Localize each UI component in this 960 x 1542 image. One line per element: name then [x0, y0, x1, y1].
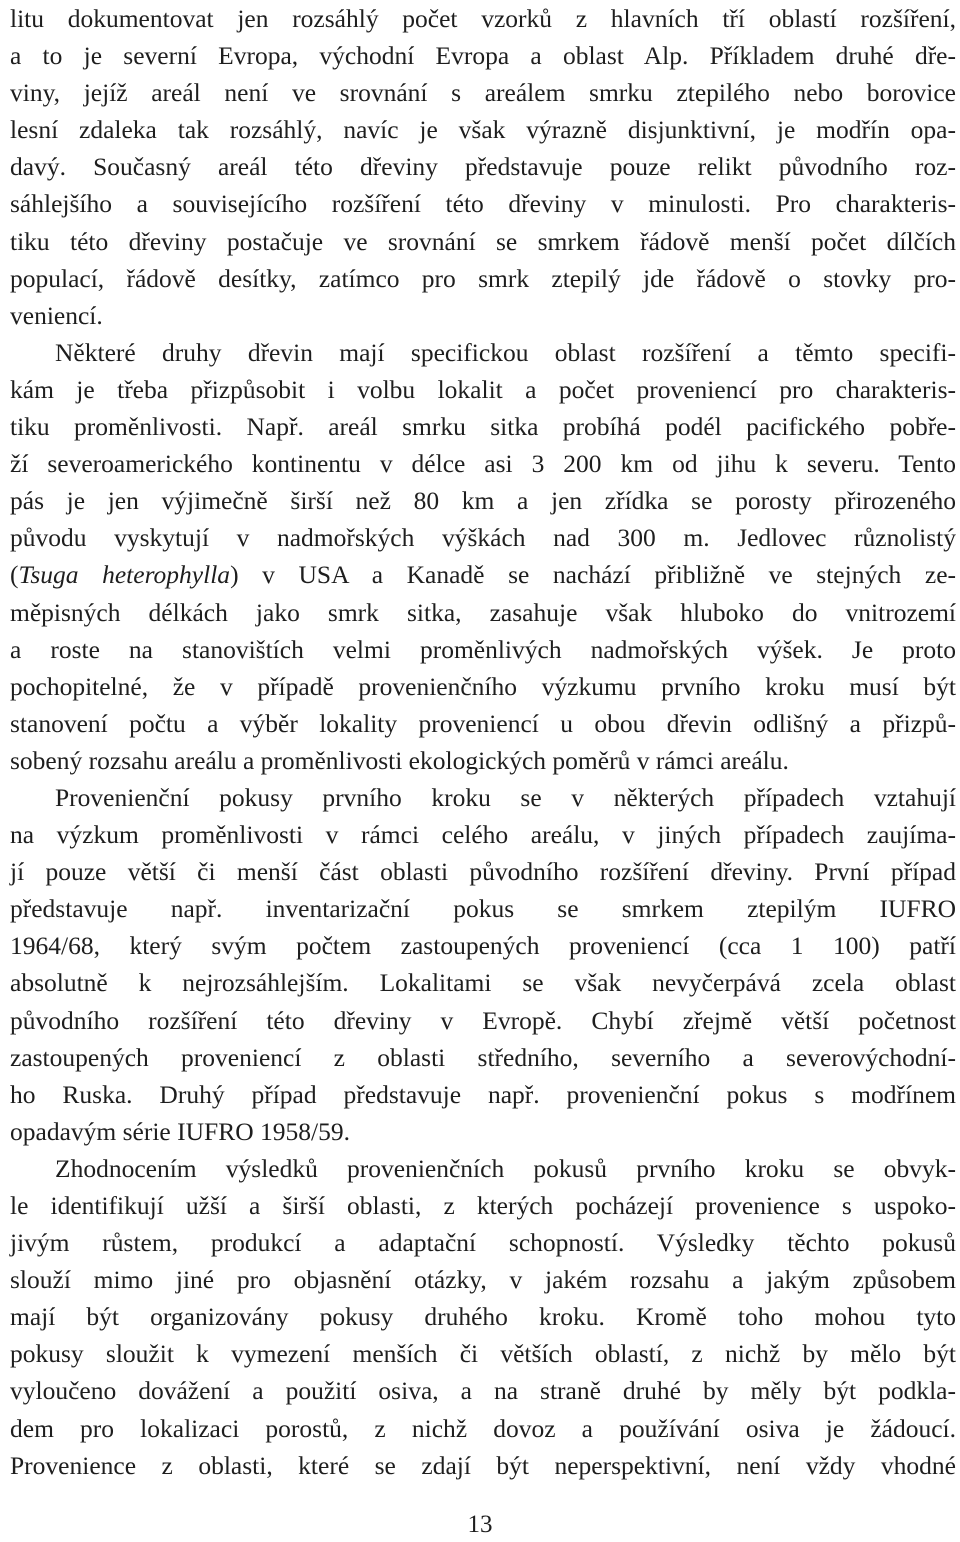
text-line [10, 705, 956, 742]
text-line [10, 1447, 956, 1484]
text-segment: slouží mimo jiné pro objasnění otázky, v jakém rozsahu a jakým způsobem [10, 1265, 956, 1295]
text-segment: původního rozšíření této dřeviny v Evropě. Chybí zřejmě větší početnost [10, 1005, 956, 1035]
text-segment: dem pro lokalizaci porostů, z nichž dovoz a používání osiva je žádoucí. [10, 1413, 956, 1443]
text-segment: Provenienční pokusy prvního kroku se v některých případech vztahují [55, 782, 956, 812]
text-segment: původu vyskytují v nadmořských výškách nad 300 m. Jedlovec různolistý [10, 523, 956, 553]
text-segment: tiku této dřeviny postačuje ve srovnání se smrkem řádově menší počet dílčích [10, 226, 956, 256]
text-line [10, 37, 956, 74]
text-segment: pás je jen výjimečně širší než 80 km a jen zřídka se porosty přirozeného [10, 486, 956, 516]
text-line [10, 816, 956, 853]
text-line [10, 74, 956, 111]
text-line [10, 1261, 956, 1298]
text-line [10, 519, 956, 556]
text-line [10, 408, 956, 445]
text-segment: 1964/68, který svým počtem zastoupených proveniencí (cca 1 100) patří [10, 931, 956, 961]
text-line [10, 1187, 956, 1224]
text-segment: ho Ruska. Druhý případ představuje např. provenienční pokus s modřínem [10, 1079, 956, 1109]
text-segment: Zhodnocením výsledků provenienčních pokusů prvního kroku se obvyk- [55, 1153, 956, 1183]
text-segment: opadavým série IUFRO 1958/59. [10, 1116, 350, 1146]
text-segment: představuje např. inventarizační pokus se smrkem ztepilým IUFRO [10, 894, 956, 924]
text-line [10, 223, 956, 260]
text-segment: a roste na stanovištích velmi proměnlivých nadmořských výšek. Je proto [10, 634, 956, 664]
text-segment: pokusy sloužit k vymezení menších či větších oblastí, z nichž by mělo být [10, 1339, 956, 1369]
text-line [10, 1224, 956, 1261]
text-line [10, 853, 956, 890]
text-line [10, 1002, 956, 1039]
italic-species-name: Tsuga heterophylla [18, 560, 231, 590]
text-segment: stanovení počtu a výběr lokality proveniencí u obou dřevin odlišný a přizpů- [10, 708, 956, 738]
text-line [10, 1335, 956, 1372]
text-line [10, 445, 956, 482]
text-segment: vyloučeno dovážení a použití osiva, a na straně druhé by měly být podkla- [10, 1376, 956, 1406]
body-text [10, 0, 956, 1484]
text-segment: jí pouze větší či menší část oblasti původního rozšíření dřeviny. První případ [10, 857, 956, 887]
text-line [10, 297, 956, 334]
text-line [10, 148, 956, 185]
text-segment: populací, řádově desítky, zatímco pro smrk ztepilý jde řádově o stovky pro- [10, 263, 956, 293]
text-segment: kám je třeba přizpůsobit i volbu lokalit a počet proveniencí pro charakteris- [10, 374, 956, 404]
text-line [10, 779, 956, 816]
text-line [10, 890, 956, 927]
text-line [10, 482, 956, 519]
text-line [10, 668, 956, 705]
text-segment: absolutně k nejrozsáhlejším. Lokalitami se však nevyčerpává zcela oblast [10, 968, 956, 998]
page-number: 13 [467, 1511, 493, 1538]
text-segment: a to je severní Evropa, východní Evropa a oblast Alp. Příkladem druhé dře- [10, 41, 956, 71]
text-line [10, 1298, 956, 1335]
text-line [10, 1113, 956, 1150]
text-line [10, 1039, 956, 1076]
text-segment: veniencí. [10, 300, 103, 330]
text-line [10, 1372, 956, 1409]
text-segment: sáhlejšího a souvisejícího rozšíření této dřeviny v minulosti. Pro charakteris- [10, 189, 956, 219]
text-segment: jivým růstem, produkcí a adaptační schopností. Výsledky těchto pokusů [10, 1228, 956, 1258]
text-line [10, 334, 956, 371]
text-line [10, 371, 956, 408]
text-line [10, 594, 956, 631]
text-segment: le identifikují užší a širší oblasti, z kterých pocházejí provenience s uspoko- [10, 1191, 956, 1220]
text-line [10, 0, 956, 37]
text-line [10, 742, 956, 779]
text-segment: litu dokumentovat jen rozsáhlý počet vzorků z hlavních tří oblastí rozšíření, [10, 4, 956, 33]
text-line [10, 964, 956, 1001]
text-line [10, 111, 956, 148]
text-segment: lesní zdaleka tak rozsáhlý, navíc je však výrazně disjunktivní, je modřín opa- [10, 115, 956, 145]
text-line [10, 631, 956, 668]
text-line [10, 927, 956, 964]
text-segment: ží severoamerického kontinentu v délce asi 3 200 km od jihu k severu. Tento [10, 449, 956, 479]
text-segment: tiku proměnlivosti. Např. areál smrku sitka probíhá podél pacifického pobře- [10, 412, 956, 442]
text-line [10, 556, 956, 593]
text-segment: Některé druhy dřevin mají specifickou oblast rozšíření a těmto specifi- [55, 337, 956, 367]
text-segment: ( [10, 560, 19, 590]
text-segment: ) v USA a Kanadě se nachází přibližně ve stejných ze- [230, 560, 956, 590]
text-segment: měpisných délkách jako smrk sitka, zasahuje však hluboko do vnitrozemí [10, 597, 956, 627]
text-line [10, 1076, 956, 1113]
text-segment: mají být organizovány pokusy druhého kroku. Kromě toho mohou tyto [10, 1302, 956, 1332]
text-segment: Provenience z oblasti, které se zdají být neperspektivní, není vždy vhodné [10, 1450, 956, 1480]
text-segment: davý. Současný areál této dřeviny představuje pouze relikt původního roz- [10, 152, 956, 182]
text-segment: zastoupených proveniencí z oblasti středního, severního a severovýchodní- [10, 1042, 956, 1072]
text-segment: sobený rozsahu areálu a proměnlivosti ekologických poměrů v rámci areálu. [10, 745, 789, 775]
text-line [10, 260, 956, 297]
text-segment: na výzkum proměnlivosti v rámci celého areálu, v jiných případech zaujíma- [10, 820, 956, 850]
text-line [10, 1410, 956, 1447]
text-segment: viny, jejíž areál není ve srovnání s areálem smrku ztepilého nebo borovice [10, 78, 956, 108]
text-segment: pochopitelné, že v případě provenienčního výzkumu prvního kroku musí být [10, 671, 956, 701]
text-line [10, 185, 956, 222]
text-line [10, 1150, 956, 1187]
